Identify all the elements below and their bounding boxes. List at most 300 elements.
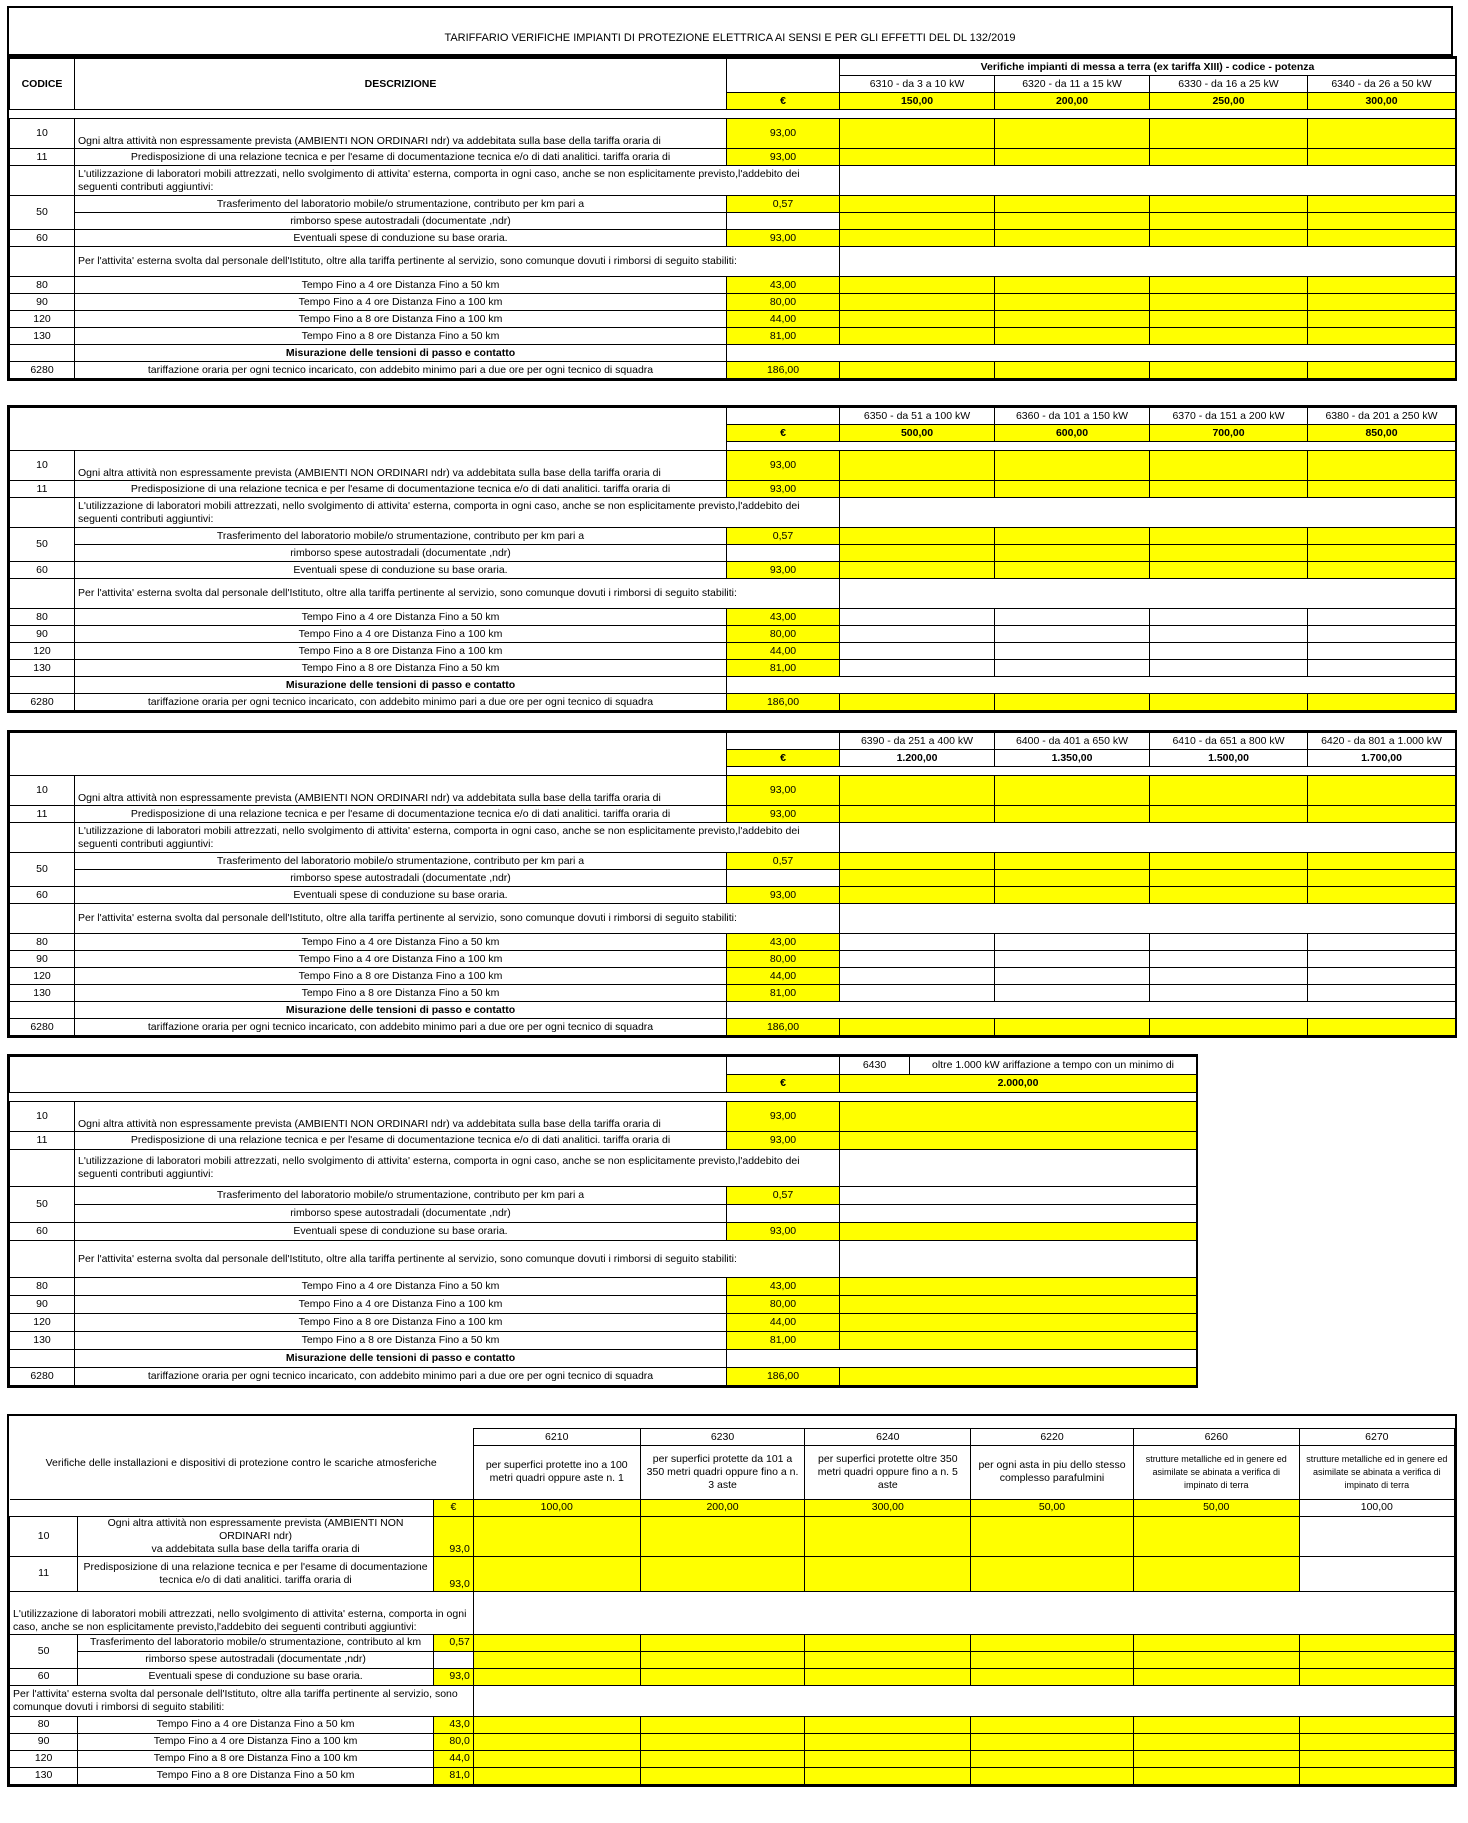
- tariff-value: 0,57: [727, 1187, 840, 1205]
- input-cell: [1150, 1019, 1308, 1036]
- column-header: 6350 - da 51 a 100 kW: [840, 408, 995, 425]
- tariff-value: 0,57: [727, 528, 840, 545]
- column-header: 6410 - da 651 a 800 kW: [1150, 733, 1308, 750]
- blank-cell: [10, 733, 727, 776]
- column-header: 6380 - da 201 a 250 kW: [1308, 408, 1456, 425]
- input-cell: [640, 1556, 805, 1591]
- tariff-value: 80,00: [727, 626, 840, 643]
- description-line: tecnica e/o di dati analitici. tariffa oraria di: [159, 1573, 352, 1586]
- column-code: 6240: [805, 1429, 971, 1446]
- input-cell: [995, 643, 1150, 660]
- tariff-value: 93,00: [727, 119, 840, 149]
- tariff-table: [9, 58, 1456, 379]
- input-cell: [1150, 853, 1308, 870]
- code-cell: 10: [10, 119, 75, 149]
- input-cell: [1150, 609, 1308, 626]
- input-cell: [1150, 934, 1308, 951]
- tariff-value: 81,00: [727, 328, 840, 345]
- spacer: [805, 1416, 971, 1429]
- code-cell: 6280: [10, 694, 75, 711]
- input-cell: [840, 119, 995, 149]
- code-cell: 80: [10, 1716, 78, 1733]
- code-cell-blank: [10, 579, 75, 609]
- input-cell: [1308, 119, 1456, 149]
- section-heading: Misurazione delle tensioni di passo e contatto: [75, 1350, 727, 1368]
- code-cell: 10: [10, 451, 75, 481]
- input-cell: [1299, 1668, 1454, 1685]
- input-cell: [1150, 362, 1308, 379]
- code-cell: 130: [10, 985, 75, 1002]
- description-cell: Tempo Fino a 8 ore Distanza Fino a 50 km: [75, 328, 727, 345]
- input-cell: [995, 277, 1150, 294]
- lightning-protection-block: [7, 1414, 1457, 1787]
- input-cell: [1150, 481, 1308, 498]
- tariff-value: 81,00: [727, 1332, 840, 1350]
- input-cell: [995, 776, 1150, 806]
- input-cell: [840, 1296, 1197, 1314]
- input-cell: [1308, 776, 1456, 806]
- code-cell: 90: [10, 626, 75, 643]
- code-cell-blank: [10, 1241, 75, 1278]
- blank-cell: [840, 904, 1456, 934]
- tariff-value: 93,00: [727, 1102, 840, 1132]
- description-cell: Tempo Fino a 8 ore Distanza Fino a 100 km: [75, 1314, 727, 1332]
- description-cell: Tempo Fino a 4 ore Distanza Fino a 100 km: [78, 1733, 434, 1750]
- input-cell: [840, 196, 995, 213]
- tariff-value: 44,00: [727, 643, 840, 660]
- euro-header: €: [727, 425, 840, 442]
- input-cell: [1308, 311, 1456, 328]
- code-cell: 10: [10, 1516, 78, 1556]
- input-cell: [1150, 328, 1308, 345]
- input-cell: [840, 328, 995, 345]
- info-text: L'utilizzazione di laboratori mobili attrezzati, nello svolgimento di attivita' esterna, comporta in ogni caso, anche se non esplicitamente previsto,l'addebito dei seguenti contributi aggiuntivi:: [10, 1591, 474, 1634]
- description-cell: Tempo Fino a 4 ore Distanza Fino a 100 km: [75, 1296, 727, 1314]
- input-cell: [840, 1368, 1197, 1386]
- input-cell: [1308, 660, 1456, 677]
- description-cell: Tempo Fino a 8 ore Distanza Fino a 100 km: [78, 1750, 434, 1767]
- description-cell: Tempo Fino a 8 ore Distanza Fino a 100 km: [75, 311, 727, 328]
- section-heading: Misurazione delle tensioni di passo e contatto: [75, 345, 727, 362]
- input-cell: [995, 451, 1150, 481]
- description-cell: Tempo Fino a 4 ore Distanza Fino a 100 km: [75, 626, 727, 643]
- input-cell: [1308, 528, 1456, 545]
- description-cell: Tempo Fino a 8 ore Distanza Fino a 50 km: [75, 660, 727, 677]
- code-cell-blank: [10, 904, 75, 934]
- code-cell-blank: [10, 1002, 75, 1019]
- info-text: Per l'attivita' esterna svolta dal personale dell'Istituto, oltre alla tariffa pertinente al servizio, sono comunque dovuti i rimborsi di seguito stabiliti:: [75, 579, 840, 609]
- input-cell: [995, 870, 1150, 887]
- input-cell: [1299, 1516, 1454, 1556]
- code-cell-blank: [10, 677, 75, 694]
- descrizione-header: DESCRIZIONE: [75, 59, 727, 110]
- input-cell: [640, 1716, 805, 1733]
- input-cell: [1308, 545, 1456, 562]
- input-cell: [1150, 545, 1308, 562]
- description-line: Ogni altra attività non espressamente prevista (AMBIENTI NON ORDINARI ndr): [107, 1516, 404, 1542]
- blank-cell: [840, 166, 1456, 196]
- euro-header: €: [727, 1075, 840, 1093]
- blank-cell: [840, 498, 1456, 528]
- input-cell: [995, 119, 1150, 149]
- input-cell: [971, 1668, 1134, 1685]
- code-cell: 90: [10, 1296, 75, 1314]
- price-cell: 1.500,00: [1150, 750, 1308, 767]
- input-cell: [1150, 951, 1308, 968]
- code-cell: 60: [10, 887, 75, 904]
- input-cell: [1308, 934, 1456, 951]
- input-cell: [995, 626, 1150, 643]
- spacer: [640, 1416, 805, 1429]
- price-cell: 200,00: [995, 93, 1150, 110]
- input-cell: [1133, 1634, 1299, 1651]
- input-cell: [1150, 277, 1308, 294]
- price-cell: 850,00: [1308, 425, 1456, 442]
- column-header: 6420 - da 801 a 1.000 kW: [1308, 733, 1456, 750]
- column-header: 6360 - da 101 a 150 kW: [995, 408, 1150, 425]
- info-text: Per l'attivita' esterna svolta dal personale dell'Istituto, oltre alla tariffa pertinente al servizio, sono comunque dovuti i rimborsi di seguito stabiliti:: [75, 1241, 840, 1278]
- tariff-value: 44,0: [433, 1750, 473, 1767]
- code-cell: 6280: [10, 1019, 75, 1036]
- code-cell: 60: [10, 1223, 75, 1241]
- tariff-value: 93,0: [433, 1556, 473, 1591]
- spacer: [1299, 1416, 1454, 1429]
- price-cell: 100,00: [473, 1499, 640, 1516]
- description-cell: Ogni altra attività non espressamente prevista (AMBIENTI NON ORDINARI ndr) va addebitata sulla base della tariffa oraria di: [75, 451, 727, 481]
- input-cell: [640, 1668, 805, 1685]
- code-cell: 11: [10, 1556, 78, 1591]
- input-cell: [1150, 294, 1308, 311]
- input-cell: [840, 362, 995, 379]
- description-cell: Tempo Fino a 8 ore Distanza Fino a 50 km: [78, 1767, 434, 1784]
- input-cell: [840, 294, 995, 311]
- input-cell: [995, 562, 1150, 579]
- input-cell: [640, 1634, 805, 1651]
- tariff-value: 93,00: [727, 806, 840, 823]
- input-cell: [995, 311, 1150, 328]
- lightning-table: [9, 1416, 1455, 1785]
- input-cell: [640, 1651, 805, 1668]
- price-cell: 1.350,00: [995, 750, 1150, 767]
- input-cell: [473, 1733, 640, 1750]
- description-cell: rimborso spese autostradali (documentate ,ndr): [75, 1205, 727, 1223]
- description-cell: tariffazione oraria per ogni tecnico incaricato, con addebito minimo pari a due ore per ogni tecnico di squadra: [75, 362, 727, 379]
- input-cell: [1299, 1651, 1454, 1668]
- code-cell: 80: [10, 277, 75, 294]
- description-cell: Ogni altra attività non espressamente prevista (AMBIENTI NON ORDINARI ndr) va addebitata sulla base della tariffa oraria di: [75, 776, 727, 806]
- input-cell: [1299, 1716, 1454, 1733]
- blank-cell: [473, 1685, 1454, 1716]
- section-heading: Misurazione delle tensioni di passo e contatto: [75, 1002, 727, 1019]
- tariff-value: 44,00: [727, 1314, 840, 1332]
- input-cell: [1308, 481, 1456, 498]
- column-description: per ogni asta in piu dello stesso complesso parafulmini: [971, 1446, 1134, 1499]
- description-cell: Tempo Fino a 8 ore Distanza Fino a 50 km: [75, 985, 727, 1002]
- description-cell: rimborso spese autostradali (documentate ,ndr): [75, 545, 727, 562]
- blank-cell: [840, 1187, 1197, 1205]
- column-header: 6400 - da 401 a 650 kW: [995, 733, 1150, 750]
- code-cell-blank: [10, 166, 75, 196]
- input-cell: [1308, 451, 1456, 481]
- input-cell: [1308, 277, 1456, 294]
- code-cell: 60: [10, 230, 75, 247]
- code-cell: 11: [10, 481, 75, 498]
- input-cell: [840, 149, 995, 166]
- value-header-blank: [727, 59, 840, 93]
- spacer-row: [10, 110, 1456, 119]
- input-cell: [840, 806, 995, 823]
- value-header-blank: [727, 1057, 840, 1075]
- euro-header: €: [727, 750, 840, 767]
- price-cell: 700,00: [1150, 425, 1308, 442]
- input-cell: [840, 887, 995, 904]
- spacer-row: [727, 442, 1456, 451]
- tariff-value: 81,00: [727, 660, 840, 677]
- tariff-value: 81,00: [727, 985, 840, 1002]
- input-cell: [1299, 1556, 1454, 1591]
- input-cell: [995, 609, 1150, 626]
- input-cell: [840, 626, 995, 643]
- tariff-value: 93,00: [727, 451, 840, 481]
- input-cell: [805, 1750, 971, 1767]
- input-cell: [1308, 562, 1456, 579]
- tariff-value: 93,00: [727, 1132, 840, 1150]
- input-cell: [805, 1668, 971, 1685]
- column-header: oltre 1.000 kW ariffazione a tempo con un minimo di: [910, 1057, 1197, 1075]
- input-cell: [971, 1516, 1134, 1556]
- code-cell: 60: [10, 1668, 78, 1685]
- input-cell: [1308, 196, 1456, 213]
- code-cell: 11: [10, 149, 75, 166]
- tariff-value: 93,0: [433, 1516, 473, 1556]
- input-cell: [473, 1716, 640, 1733]
- input-cell: [1308, 870, 1456, 887]
- column-description: strutture metalliche ed in genere ed asimilate se abinata a verifica di impinato di terra: [1299, 1446, 1454, 1499]
- column-header: 6390 - da 251 a 400 kW: [840, 733, 995, 750]
- input-cell: [805, 1716, 971, 1733]
- input-cell: [971, 1651, 1134, 1668]
- column-description: per superfici protette oltre 350 metri quadri oppure fino a n. 5 aste: [805, 1446, 971, 1499]
- tariff-value: 93,00: [727, 230, 840, 247]
- input-cell: [805, 1516, 971, 1556]
- description-cell: Tempo Fino a 4 ore Distanza Fino a 50 km: [75, 934, 727, 951]
- price-cell: 1.200,00: [840, 750, 995, 767]
- tariff-value: 43,00: [727, 1278, 840, 1296]
- input-cell: [1308, 853, 1456, 870]
- tariff-value-blank: [727, 870, 840, 887]
- description-cell: Trasferimento del laboratorio mobile/o strumentazione, contributo al km: [78, 1634, 434, 1651]
- tariff-value: 43,0: [433, 1716, 473, 1733]
- codice-header: CODICE: [10, 59, 75, 110]
- description-cell: Tempo Fino a 4 ore Distanza Fino a 50 km: [78, 1716, 434, 1733]
- tariff-table: [9, 1056, 1197, 1386]
- code-cell: 130: [10, 1332, 75, 1350]
- input-cell: [840, 545, 995, 562]
- input-cell: [1308, 328, 1456, 345]
- price-cell: 50,00: [1133, 1499, 1299, 1516]
- input-cell: [473, 1556, 640, 1591]
- description-cell: Trasferimento del laboratorio mobile/o strumentazione, contributo per km pari a: [75, 1187, 727, 1205]
- blank-cell: [840, 579, 1456, 609]
- input-cell: [1150, 119, 1308, 149]
- input-cell: [1133, 1750, 1299, 1767]
- code-cell: 80: [10, 934, 75, 951]
- code-cell: 11: [10, 806, 75, 823]
- input-cell: [840, 1132, 1197, 1150]
- code-cell-blank: [10, 1350, 75, 1368]
- tariff-block-2: [7, 405, 1457, 713]
- input-cell: [971, 1733, 1134, 1750]
- description-cell: tariffazione oraria per ogni tecnico incaricato, con addebito minimo pari a due ore per ogni tecnico di squadra: [75, 694, 727, 711]
- input-cell: [840, 643, 995, 660]
- tariff-value: 80,00: [727, 951, 840, 968]
- spacer-row: [10, 1093, 1197, 1102]
- input-cell: [1150, 230, 1308, 247]
- tariff-value: 93,00: [727, 562, 840, 579]
- tariff-table: [9, 407, 1456, 711]
- input-cell: [995, 934, 1150, 951]
- tariff-value: 186,00: [727, 362, 840, 379]
- input-cell: [1308, 609, 1456, 626]
- tariff-block-4: [7, 1054, 1198, 1388]
- input-cell: [1133, 1716, 1299, 1733]
- code-cell: 11: [10, 1132, 75, 1150]
- code-cell: 60: [10, 562, 75, 579]
- input-cell: [1150, 196, 1308, 213]
- input-cell: [1133, 1651, 1299, 1668]
- info-text: L'utilizzazione di laboratori mobili attrezzati, nello svolgimento di attivita' esterna, comporta in ogni caso, anche se non esplicitamente previsto,l'addebito dei seguenti contributi aggiuntivi:: [75, 1150, 840, 1187]
- input-cell: [995, 968, 1150, 985]
- price-cell: 1.700,00: [1308, 750, 1456, 767]
- column-header: 6340 - da 26 a 50 kW: [1308, 76, 1456, 93]
- input-cell: [1150, 968, 1308, 985]
- blank-cell: [10, 1499, 434, 1516]
- input-cell: [1308, 806, 1456, 823]
- input-cell: [1150, 528, 1308, 545]
- input-cell: [473, 1767, 640, 1784]
- input-cell: [1133, 1767, 1299, 1784]
- tariff-value-blank: [727, 1205, 840, 1223]
- column-description: per superfici protette da 101 a 350 metri quadri oppure fino a n. 3 aste: [640, 1446, 805, 1499]
- price-cell: 200,00: [640, 1499, 805, 1516]
- input-cell: [805, 1767, 971, 1784]
- input-cell: [1150, 213, 1308, 230]
- blank-cell: [473, 1591, 1454, 1634]
- code-cell: 120: [10, 1750, 78, 1767]
- input-cell: [840, 1019, 995, 1036]
- description-cell: tariffazione oraria per ogni tecnico incaricato, con addebito minimo pari a due ore per ogni tecnico di squadra: [75, 1019, 727, 1036]
- column-header: 6320 - da 11 a 15 kW: [995, 76, 1150, 93]
- input-cell: [640, 1516, 805, 1556]
- description-cell: Ogni altra attività non espressamente prevista (AMBIENTI NON ORDINARI ndr) va addebitata sulla base della tariffa oraria di: [75, 119, 727, 149]
- description-cell: Tempo Fino a 4 ore Distanza Fino a 100 km: [75, 294, 727, 311]
- input-cell: [473, 1516, 640, 1556]
- input-cell: [840, 528, 995, 545]
- tariff-value: 44,00: [727, 968, 840, 985]
- input-cell: [971, 1634, 1134, 1651]
- input-cell: [995, 951, 1150, 968]
- code-cell: 80: [10, 609, 75, 626]
- input-cell: [1308, 985, 1456, 1002]
- input-cell: [840, 311, 995, 328]
- input-cell: [995, 213, 1150, 230]
- description-line: Predisposizione di una relazione tecnica e per l'esame di documentazione: [83, 1560, 428, 1573]
- description-cell: tariffazione oraria per ogni tecnico incaricato, con addebito minimo pari a due ore per ogni tecnico di squadra: [75, 1368, 727, 1386]
- blank-cell: [727, 345, 1456, 362]
- tariff-value: 93,00: [727, 149, 840, 166]
- input-cell: [805, 1634, 971, 1651]
- column-code: 6270: [1299, 1429, 1454, 1446]
- description-cell: Tempo Fino a 8 ore Distanza Fino a 100 km: [75, 968, 727, 985]
- tariff-block-3: [7, 730, 1457, 1038]
- description-cell: Predisposizione di una relazione tecnica e per l'esame di documentazione tecnica e/o di dati analitici. tariffa oraria di: [75, 149, 727, 166]
- value-header-blank: [727, 408, 840, 425]
- input-cell: [995, 294, 1150, 311]
- input-cell: [1133, 1733, 1299, 1750]
- column-code: 6220: [971, 1429, 1134, 1446]
- code-cell: 50: [10, 853, 75, 887]
- input-cell: [840, 853, 995, 870]
- tariff-value: 0,57: [727, 853, 840, 870]
- sheet-title: TARIFFARIO VERIFICHE IMPIANTI DI PROTEZIONE ELETTRICA AI SENSI E PER GLI EFFETTI DEL DL 132/2019: [7, 6, 1453, 56]
- tariff-value: 93,00: [727, 776, 840, 806]
- price-cell: 300,00: [1308, 93, 1456, 110]
- column-code: 6230: [640, 1429, 805, 1446]
- input-cell: [805, 1733, 971, 1750]
- tariff-value: 93,00: [727, 1223, 840, 1241]
- column-header: 6330 - da 16 a 25 kW: [1150, 76, 1308, 93]
- input-cell: [995, 660, 1150, 677]
- input-cell: [840, 1278, 1197, 1296]
- input-cell: [1133, 1516, 1299, 1556]
- input-cell: [1308, 694, 1456, 711]
- tariff-value: 80,00: [727, 1296, 840, 1314]
- input-cell: [840, 1102, 1197, 1132]
- price-cell: 300,00: [805, 1499, 971, 1516]
- input-cell: [971, 1556, 1134, 1591]
- input-cell: [840, 1223, 1197, 1241]
- description-cell: Trasferimento del laboratorio mobile/o strumentazione, contributo per km pari a: [75, 853, 727, 870]
- input-cell: [1133, 1556, 1299, 1591]
- input-cell: [1299, 1733, 1454, 1750]
- input-cell: [1308, 887, 1456, 904]
- code-cell: 130: [10, 660, 75, 677]
- input-cell: [1308, 362, 1456, 379]
- input-cell: [1299, 1634, 1454, 1651]
- code-cell-blank: [10, 823, 75, 853]
- description-cell: Predisposizione di una relazione tecnica e per l'esame di documentazione tecnica e/o di dati analitici. tariffa oraria di: [75, 481, 727, 498]
- blank-cell: [727, 1350, 1197, 1368]
- info-text: Per l'attivita' esterna svolta dal personale dell'Istituto, oltre alla tariffa pertinente al servizio, sono comunque dovuti i rimborsi di seguito stabiliti:: [10, 1685, 474, 1716]
- description-cell: rimborso spese autostradali (documentate ,ndr): [75, 213, 727, 230]
- input-cell: [840, 968, 995, 985]
- input-cell: [473, 1651, 640, 1668]
- tariff-value: 80,0: [433, 1733, 473, 1750]
- tariff-value-blank: [433, 1651, 473, 1668]
- tariff-value: 186,00: [727, 1368, 840, 1386]
- group-header: Verifiche impianti di messa a terra (ex tariffa XIII) - codice - potenza: [840, 59, 1456, 76]
- info-text: Per l'attivita' esterna svolta dal personale dell'Istituto, oltre alla tariffa pertinente al servizio, sono comunque dovuti i rimborsi di seguito stabiliti:: [75, 247, 840, 277]
- input-cell: [1150, 985, 1308, 1002]
- input-cell: [840, 660, 995, 677]
- description-cell: Trasferimento del laboratorio mobile/o strumentazione, contributo per km pari a: [75, 196, 727, 213]
- tariff-block-1: [7, 56, 1457, 381]
- input-cell: [840, 776, 995, 806]
- input-cell: [840, 230, 995, 247]
- input-cell: [1150, 149, 1308, 166]
- tariff-table: [9, 732, 1456, 1036]
- input-cell: [1308, 951, 1456, 968]
